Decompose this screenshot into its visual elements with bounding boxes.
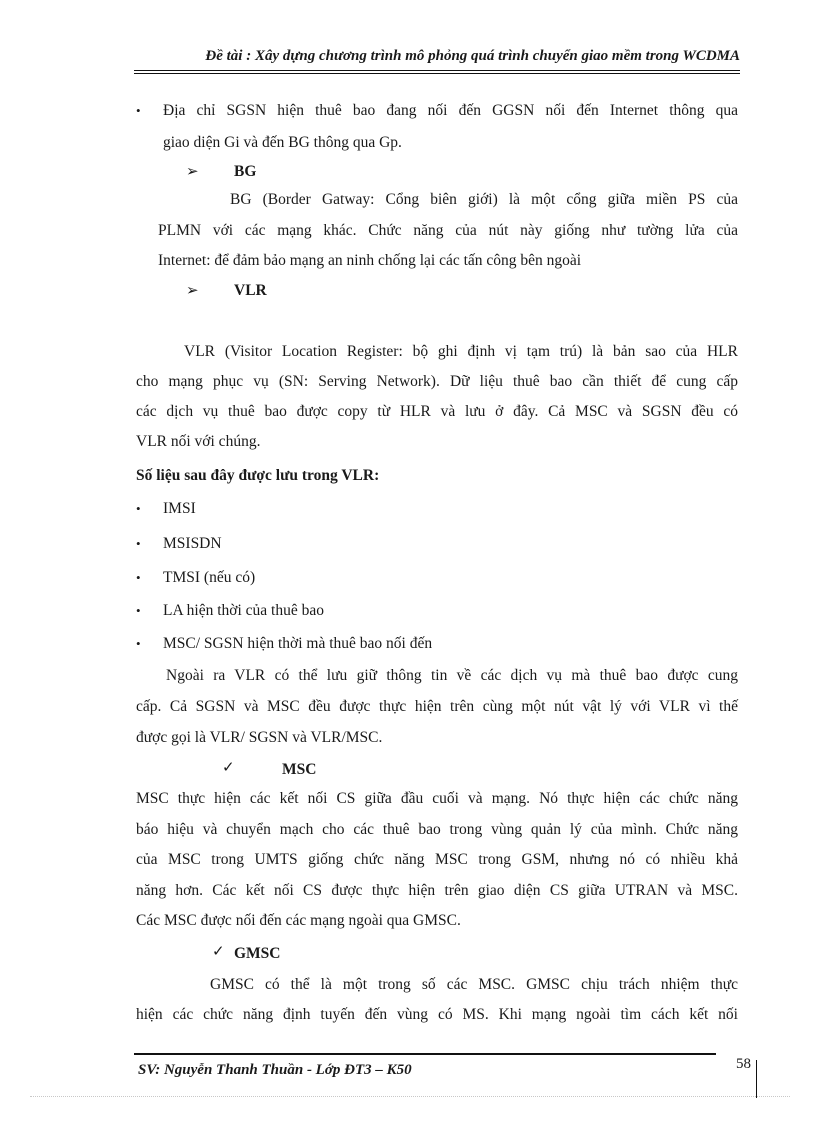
- paragraph-line: PLMN với các mạng khác. Chức năng của nút này giống như tường lửa của: [158, 222, 738, 239]
- footer-author: SV: Nguyễn Thanh Thuần - Lớp ĐT3 – K50: [138, 1062, 412, 1078]
- paragraph-line: giao diện Gi và đến BG thông qua Gp.: [163, 134, 402, 151]
- paragraph-line: của MSC trong UMTS giống chức năng MSC trong GSM, nhưng nó có nhiều khả: [136, 851, 738, 868]
- paragraph-line: Địa chỉ SGSN hiện thuê bao đang nối đến GGSN nối đến Internet thông qua: [163, 102, 738, 119]
- check-bullet-icon: ✓: [222, 760, 235, 776]
- header-rule: [134, 70, 740, 71]
- header-rule-inner: [134, 73, 740, 74]
- paragraph-line: cho mạng phục vụ (SN: Serving Network). Dữ liệu thuê bao cần thiết để cung cấp: [136, 373, 738, 390]
- section-heading-bg: BG: [234, 163, 257, 180]
- paragraph-line: Ngoài ra VLR có thể lưu giữ thông tin về các dịch vụ mà thuê bao được cung: [166, 667, 738, 684]
- paragraph-line: VLR (Visitor Location Register: bộ ghi định vị tạm trú) là bản sao của HLR: [184, 343, 738, 360]
- section-heading-msc: MSC: [282, 761, 317, 778]
- paragraph-line: năng hơn. Các kết nối CS được thực hiện trên giao diện CS giữa UTRAN và MSC.: [136, 882, 738, 899]
- paragraph-line: GMSC có thể là một trong số các MSC. GMSC chịu trách nhiệm thực: [210, 976, 738, 993]
- arrow-bullet-icon: ➢: [186, 283, 199, 299]
- check-bullet-icon: ✓: [212, 944, 225, 960]
- section-heading-vlr: VLR: [234, 282, 267, 299]
- list-item: IMSI: [163, 500, 196, 517]
- bullet-icon: •: [136, 501, 141, 516]
- arrow-bullet-icon: ➢: [186, 164, 199, 180]
- paragraph-line: được gọi là VLR/ SGSN và VLR/MSC.: [136, 729, 383, 746]
- page-header-title: Đề tài : Xây dựng chương trình mô phỏng quá trình chuyển giao mềm trong WCDMA: [205, 48, 740, 64]
- paragraph-line: báo hiệu và chuyển mạch cho các thuê bao trong vùng quản lý của mình. Chức năng: [136, 821, 738, 838]
- paragraph-line: Internet: để đảm bảo mạng an ninh chống lại các tấn công bên ngoài: [158, 252, 582, 269]
- bullet-icon: •: [136, 103, 141, 118]
- page-number: 58: [736, 1056, 751, 1072]
- footer-rule: [134, 1053, 716, 1055]
- list-item: LA hiện thời của thuê bao: [163, 602, 325, 619]
- section-heading-gmsc: GMSC: [234, 945, 281, 962]
- bullet-icon: •: [136, 570, 141, 585]
- paragraph-line: hiện các chức năng định tuyến đến vùng có MS. Khi mạng ngoài tìm cách kết nối: [136, 1006, 738, 1023]
- paragraph-line: các dịch vụ thuê bao được copy từ HLR và lưu ở đây. Cả MSC và SGSN đều có: [136, 403, 738, 420]
- paragraph-line: BG (Border Gatway: Cổng biên giới) là một cổng giữa miền PS của: [230, 191, 738, 208]
- page-bottom-dotted-rule: [30, 1096, 790, 1097]
- bullet-icon: •: [136, 636, 141, 651]
- paragraph-line: Các MSC được nối đến các mạng ngoài qua GMSC.: [136, 912, 461, 929]
- paragraph-line: MSC thực hiện các kết nối CS giữa đầu cuối và mạng. Nó thực hiện các chức năng: [136, 790, 738, 807]
- list-heading: Số liệu sau đây được lưu trong VLR:: [136, 467, 380, 484]
- list-item: MSC/ SGSN hiện thời mà thuê bao nối đến: [163, 635, 433, 652]
- paragraph-line: VLR nối với chúng.: [136, 433, 261, 450]
- paragraph-line: cấp. Cả SGSN và MSC đều được thực hiện trên cùng một nút vật lý với VLR vì thế: [136, 698, 738, 715]
- bullet-icon: •: [136, 536, 141, 551]
- list-item: TMSI (nếu có): [163, 569, 256, 586]
- bullet-icon: •: [136, 603, 141, 618]
- list-item: MSISDN: [163, 535, 222, 552]
- page-border-right: [756, 1060, 757, 1098]
